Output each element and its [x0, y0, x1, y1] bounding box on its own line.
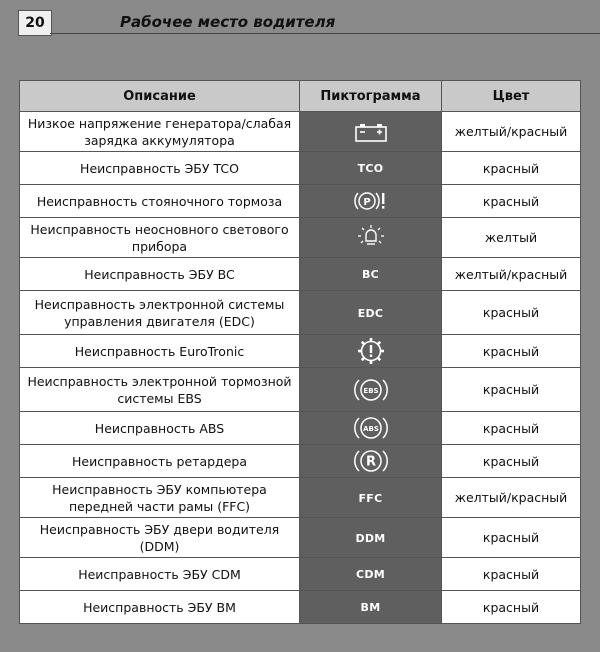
row-color: желтый/красный — [442, 112, 581, 152]
parking-brake-icon — [300, 189, 441, 213]
table-row — [20, 558, 581, 591]
row-description: Неисправность EuroTronic — [20, 335, 300, 368]
row-description: Неисправность ABS — [20, 412, 300, 445]
row-description: Неисправность ретардера — [20, 445, 300, 478]
abs-icon — [300, 413, 441, 443]
svg-text:P: P — [362, 197, 371, 208]
row-pictogram — [300, 185, 442, 218]
row-description: Низкое напряжение генератора/слабая зарядка аккумулятора — [20, 112, 300, 152]
pictogram-text: BC — [361, 268, 380, 281]
row-color: красный — [442, 558, 581, 591]
table-row — [20, 335, 581, 368]
ebs-icon — [300, 375, 441, 405]
row-pictogram — [300, 518, 442, 558]
row-description: Неисправность ЭБУ TCO — [20, 152, 300, 185]
header-pictogram: Пиктограмма — [300, 81, 442, 112]
pictogram-text: BM — [360, 601, 381, 614]
pictogram-text: EDC — [357, 306, 384, 320]
row-pictogram — [300, 112, 442, 152]
pictogram-text: DDM — [355, 531, 386, 545]
row-color: красный — [442, 185, 581, 218]
table-row — [20, 291, 581, 335]
row-pictogram — [300, 368, 442, 412]
page-title: Рабочее место водителя — [120, 13, 336, 31]
retarder-icon — [300, 446, 441, 476]
table-row — [20, 445, 581, 478]
page-header — [0, 0, 600, 42]
table-header-row — [20, 81, 581, 112]
row-color: желтый/красный — [442, 258, 581, 291]
ebs-icon-label: EBS — [362, 386, 379, 395]
table-row — [20, 112, 581, 152]
pictogram-text: TCO — [357, 162, 384, 175]
table-row — [20, 478, 581, 518]
row-pictogram — [300, 591, 442, 624]
header-color: Цвет — [442, 81, 581, 112]
pictogram-text: FFC — [358, 491, 383, 505]
row-pictogram — [300, 412, 442, 445]
table-row — [20, 152, 581, 185]
pictogram-text: CDM — [355, 568, 386, 581]
row-color: красный — [442, 152, 581, 185]
row-description: Неисправность электронной тормозной системы EBS — [20, 368, 300, 412]
table-row — [20, 412, 581, 445]
row-pictogram — [300, 478, 442, 518]
row-color: желтый — [442, 218, 581, 258]
gear-warning-icon — [300, 336, 441, 366]
row-pictogram — [300, 335, 442, 368]
retarder-icon-label: R — [365, 454, 376, 470]
row-color: красный — [442, 412, 581, 445]
table-row — [20, 258, 581, 291]
row-pictogram — [300, 445, 442, 478]
battery-icon — [300, 122, 441, 142]
table-row — [20, 185, 581, 218]
row-color: красный — [442, 591, 581, 624]
row-color: красный — [442, 518, 581, 558]
row-color: желтый/красный — [442, 478, 581, 518]
row-description: Неисправность неосновного светового прибора — [20, 218, 300, 258]
row-color: красный — [442, 291, 581, 335]
row-description: Неисправность стояночного тормоза — [20, 185, 300, 218]
table-row — [20, 368, 581, 412]
header-rule — [50, 33, 600, 34]
row-pictogram — [300, 258, 442, 291]
lamp-icon — [300, 224, 441, 252]
table-row — [20, 218, 581, 258]
row-pictogram — [300, 218, 442, 258]
row-description: Неисправность ЭБУ двери водителя (DDM) — [20, 518, 300, 558]
row-description: Неисправность ЭБУ BM — [20, 591, 300, 624]
row-description: Неисправность электронной системы управления двигателя (EDC) — [20, 291, 300, 335]
row-pictogram — [300, 291, 442, 335]
abs-icon-label: ABS — [362, 425, 379, 433]
row-description: Неисправность ЭБУ CDM — [20, 558, 300, 591]
row-description: Неисправность ЭБУ компьютера передней части рамы (FFC) — [20, 478, 300, 518]
page-number: 20 — [18, 10, 52, 36]
indicator-table — [19, 80, 581, 624]
row-pictogram — [300, 152, 442, 185]
row-color: красный — [442, 335, 581, 368]
row-pictogram — [300, 558, 442, 591]
table-row — [20, 518, 581, 558]
row-color: красный — [442, 445, 581, 478]
row-color: красный — [442, 368, 581, 412]
header-description: Описание — [20, 81, 300, 112]
row-description: Неисправность ЭБУ BC — [20, 258, 300, 291]
table-row — [20, 591, 581, 624]
